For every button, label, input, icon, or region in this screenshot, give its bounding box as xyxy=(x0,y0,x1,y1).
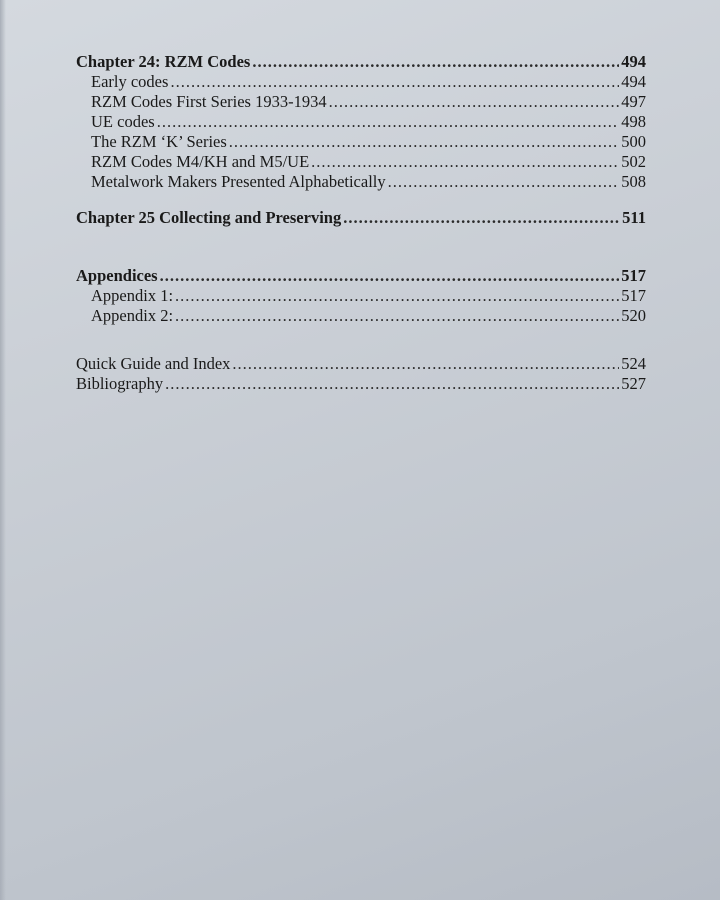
spacer xyxy=(76,228,646,266)
toc-page-number: 517 xyxy=(621,286,646,305)
dot-leader xyxy=(388,172,620,192)
dot-leader xyxy=(311,152,619,172)
toc-entry-title: The RZM ‘K’ Series xyxy=(91,132,227,151)
toc-page-number: 497 xyxy=(621,92,646,111)
dot-leader xyxy=(232,354,619,374)
toc-entry-appendix-2[interactable] xyxy=(76,306,646,326)
toc-entry-title: Metalwork Makers Presented Alphabetically xyxy=(91,172,386,191)
toc-page-number: 498 xyxy=(621,112,646,131)
toc-chapter-title: Appendices xyxy=(76,266,158,285)
toc-entry-rzm-first-series[interactable] xyxy=(76,92,646,112)
dot-leader xyxy=(165,374,619,394)
toc-entry-quick-guide-index[interactable] xyxy=(76,354,646,374)
dot-leader xyxy=(170,72,619,92)
dot-leader xyxy=(229,132,619,152)
toc-entry-title: Early codes xyxy=(91,72,169,91)
toc-entry-appendix-1[interactable] xyxy=(76,286,646,306)
toc-entry-title: Quick Guide and Index xyxy=(76,354,231,373)
toc-page-number: 517 xyxy=(621,266,646,285)
toc-page-number: 494 xyxy=(621,52,646,71)
toc-page-number: 494 xyxy=(621,72,646,91)
toc-page-number: 502 xyxy=(621,152,646,171)
toc-entry-title: Bibliography xyxy=(76,374,164,393)
toc-appendices[interactable] xyxy=(76,266,646,286)
toc-entry-ue-codes[interactable] xyxy=(76,112,646,132)
dot-leader xyxy=(175,286,619,306)
toc-entry-metalwork-makers[interactable] xyxy=(76,172,646,192)
toc-entry-title: RZM Codes M4/KH and M5/UE xyxy=(91,152,310,171)
toc-chapter-25[interactable] xyxy=(76,208,646,228)
toc-chapter-title: Chapter 24: RZM Codes xyxy=(76,52,251,71)
toc-page-number: 500 xyxy=(621,132,646,151)
toc-page-number: 511 xyxy=(622,208,646,227)
dot-leader xyxy=(329,92,620,112)
toc-chapter-24[interactable] xyxy=(76,52,646,72)
dot-leader xyxy=(175,306,619,326)
toc-page-number: 524 xyxy=(621,354,646,373)
dot-leader xyxy=(160,266,620,286)
page-edge-shadow xyxy=(0,0,6,900)
toc-entry-rzm-k-series[interactable] xyxy=(76,132,646,152)
table-of-contents xyxy=(76,52,646,394)
toc-entry-title: Appendix 2: xyxy=(91,306,174,325)
toc-chapter-title: Chapter 25 Collecting and Preserving xyxy=(76,208,342,227)
toc-page-number: 527 xyxy=(621,374,646,393)
toc-entry-bibliography[interactable] xyxy=(76,374,646,394)
spacer xyxy=(76,192,646,208)
toc-page-number: 520 xyxy=(621,306,646,325)
dot-leader xyxy=(343,208,620,228)
dot-leader xyxy=(157,112,620,132)
spacer xyxy=(76,326,646,354)
dot-leader xyxy=(252,52,619,72)
toc-entry-title: RZM Codes First Series 1933-1934 xyxy=(91,92,327,111)
toc-entry-rzm-m4-m5[interactable] xyxy=(76,152,646,172)
toc-page-number: 508 xyxy=(621,172,646,191)
toc-entry-title: UE codes xyxy=(91,112,155,131)
toc-entry-title: Appendix 1: xyxy=(91,286,174,305)
toc-entry-early-codes[interactable] xyxy=(76,72,646,92)
